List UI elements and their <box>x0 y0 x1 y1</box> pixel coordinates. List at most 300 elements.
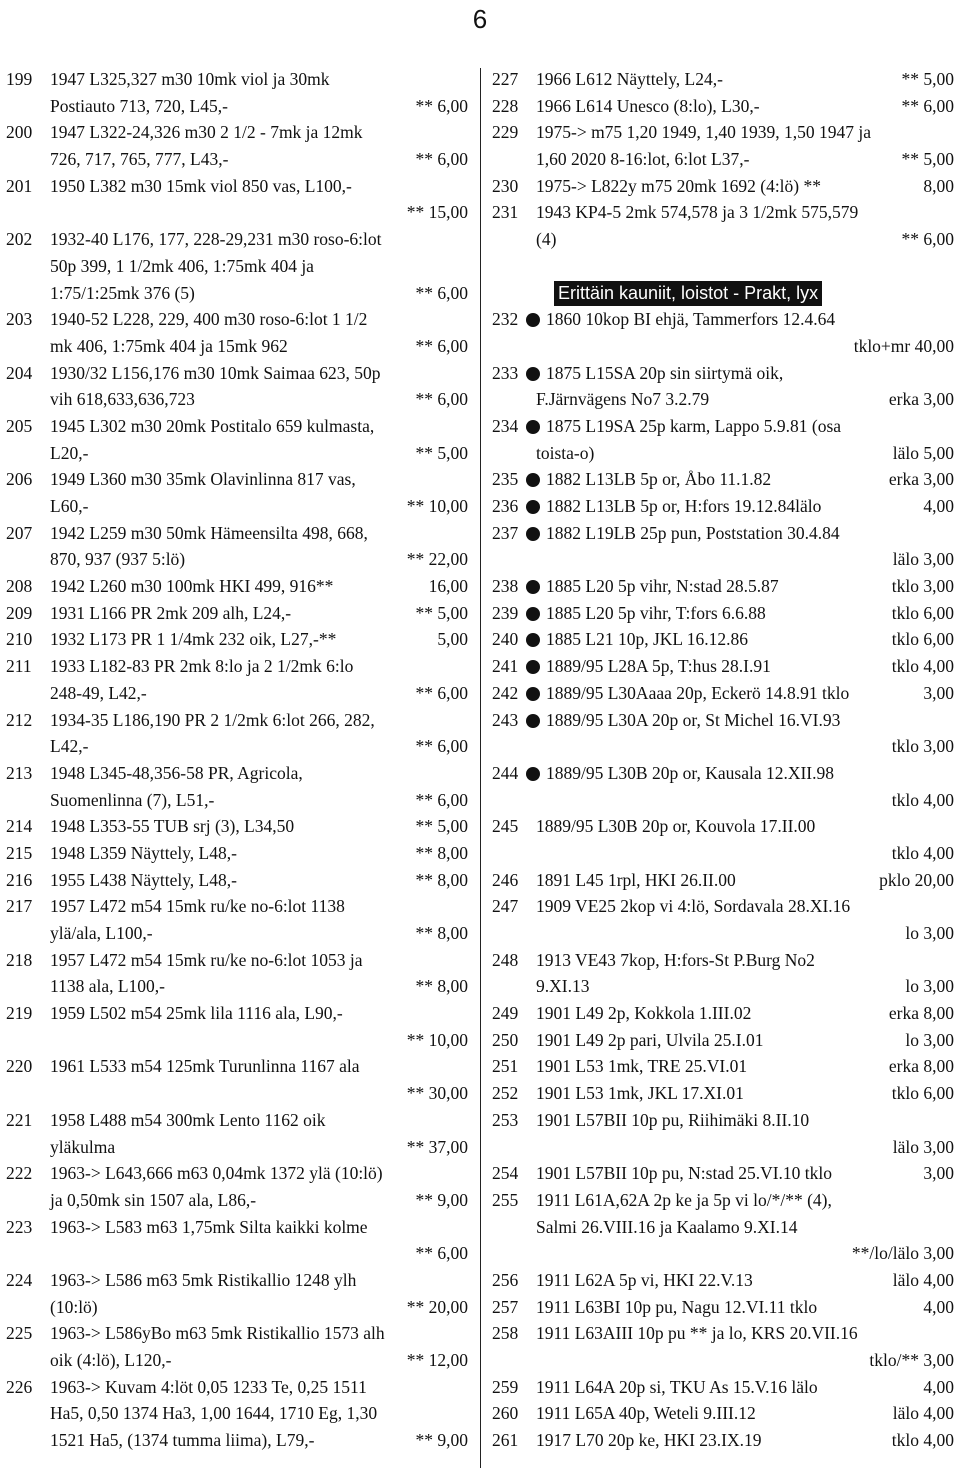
lot-price: ** 20,00 <box>406 1296 468 1317</box>
listing-line <box>492 787 954 814</box>
lot-price: **/lo/lälo 3,00 <box>851 1243 954 1264</box>
lot-description: 1959 L502 m54 25mk lila 1116 ala, L90,- <box>50 1003 343 1024</box>
lot-description: L20,- <box>50 442 89 463</box>
lot-number: 201 <box>6 175 33 196</box>
lot-price: ** 8,00 <box>415 976 468 997</box>
listing-line <box>6 787 468 814</box>
lot-description: 248-49, L42,- <box>50 682 147 703</box>
listing-line <box>492 1080 954 1107</box>
lot-description: 726, 717, 765, 777, L43,- <box>50 149 229 170</box>
bullet-dot-icon <box>526 367 540 381</box>
lot-description: F.Järnvägens No7 3.2.79 <box>536 389 710 410</box>
listing-line <box>6 947 468 974</box>
bullet-dot-icon <box>526 767 540 781</box>
listing-line <box>492 1427 954 1454</box>
lot-number: 227 <box>492 69 519 89</box>
lot-description: 1875 L15SA 20p sin siirtymä oik, <box>546 362 784 383</box>
lot-description: 1961 L533 m54 125mk Turunlinna 1167 ala <box>50 1056 360 1077</box>
listing-line <box>492 1027 954 1054</box>
lot-description: 1901 L53 1mk, JKL 17.XI.01 <box>536 1083 744 1104</box>
lot-description: 1975-> L822y m75 20mk 1692 (4:lö) ** <box>536 175 821 196</box>
listing-line <box>492 626 954 653</box>
lot-number: 210 <box>6 629 33 650</box>
listing-line <box>6 360 468 387</box>
listing-line <box>6 1214 468 1241</box>
lot-number: 204 <box>6 362 33 383</box>
lot-price: ** 6,00 <box>415 736 468 757</box>
lot-number: 211 <box>6 656 32 677</box>
lot-number: 233 <box>492 362 519 383</box>
lot-number: 256 <box>492 1269 519 1290</box>
listing-line <box>6 920 468 947</box>
blank-line <box>492 253 954 280</box>
bullet-dot-icon <box>526 633 540 647</box>
listing-line <box>6 493 468 520</box>
listing-line <box>6 707 468 734</box>
lot-number: 245 <box>492 816 519 837</box>
lot-price: 3,00 <box>923 682 954 703</box>
lot-price: tklo 4,00 <box>891 656 954 677</box>
lot-price: lälo 3,00 <box>892 549 954 570</box>
lot-number: 208 <box>6 576 33 597</box>
lot-number: 218 <box>6 949 33 970</box>
lot-price: pklo 20,00 <box>879 869 954 890</box>
lot-description: 1901 L57BII 10p pu, Riihimäki 8.II.10 <box>536 1109 810 1130</box>
lot-description: 870, 937 (937 5:lö) <box>50 549 186 570</box>
lot-price: 8,00 <box>923 175 954 196</box>
lot-description: 1948 L353-55 TUB srj (3), L34,50 <box>50 816 295 837</box>
lot-price: ** 6,00 <box>415 335 468 356</box>
listing-line <box>492 199 954 226</box>
lot-description: Ha5, 0,50 1374 Ha3, 1,00 1644, 1710 Eg, 1,30 <box>50 1403 378 1424</box>
lot-number: 260 <box>492 1403 519 1424</box>
listing-line <box>492 520 954 547</box>
listing-line <box>492 680 954 707</box>
lot-number: 251 <box>492 1056 519 1077</box>
lot-description: 1901 L53 1mk, TRE 25.VI.01 <box>536 1056 748 1077</box>
bullet-dot-icon <box>526 714 540 728</box>
lot-price: lälo 5,00 <box>892 442 954 463</box>
lot-description: 1885 L21 10p, JKL 16.12.86 <box>546 629 749 650</box>
lot-price: lo 3,00 <box>905 976 954 997</box>
lot-price: ** 6,00 <box>415 789 468 810</box>
listing-line <box>492 707 954 734</box>
lot-number: 261 <box>492 1430 519 1451</box>
lot-description: Postiauto 713, 720, L45,- <box>50 95 228 116</box>
lot-description: ylä/ala, L100,- <box>50 923 153 943</box>
lot-description: ja 0,50mk sin 1507 ala, L86,- <box>50 1189 257 1210</box>
lot-price: lälo 4,00 <box>892 1269 954 1290</box>
listing-line <box>6 306 468 333</box>
listing-line <box>492 119 954 146</box>
lot-number: 200 <box>6 122 33 143</box>
listing-line <box>6 680 468 707</box>
listing-line <box>492 360 954 387</box>
listing-line <box>6 1187 468 1214</box>
lot-price: ** 6,00 <box>415 95 468 116</box>
lot-number: 236 <box>492 496 519 516</box>
lot-description: 1930/32 L156,176 m30 10mk Saimaa 623, 50p <box>50 362 381 383</box>
right-listing-column <box>492 66 954 1454</box>
lot-number: 213 <box>6 762 33 783</box>
lot-description: 1963-> L586 m63 5mk Ristikallio 1248 ylh <box>50 1269 357 1290</box>
lot-number: 205 <box>6 415 33 436</box>
listing-line <box>6 199 468 226</box>
listing-line <box>492 573 954 600</box>
lot-number: 235 <box>492 469 519 490</box>
listing-line <box>492 333 954 360</box>
lot-price: ** 5,00 <box>901 149 954 170</box>
lot-number: 240 <box>492 629 519 650</box>
lot-description: 1948 L359 Näyttely, L48,- <box>50 842 237 863</box>
lot-price: 16,00 <box>428 576 468 597</box>
listing-line <box>492 973 954 1000</box>
lot-description: 1882 L13LB 5p or, Åbo 11.1.82 <box>546 469 772 490</box>
lot-description: (4) <box>536 229 557 250</box>
lot-description: 1:75/1:25mk 376 (5) <box>50 282 195 303</box>
listing-line <box>6 1053 468 1080</box>
listing-line <box>6 1240 468 1267</box>
listing-line <box>492 466 954 493</box>
lot-price: lo 3,00 <box>905 923 954 943</box>
listing-line <box>6 813 468 840</box>
lot-description: 1963-> L586yBo m63 5mk Ristikallio 1573 alh <box>50 1323 385 1344</box>
lot-number: 199 <box>6 69 33 89</box>
lot-price: ** 6,00 <box>415 1243 468 1264</box>
bullet-dot-icon <box>526 473 540 487</box>
lot-price: 4,00 <box>923 1296 954 1317</box>
lot-description: 1945 L302 m30 20mk Postitalo 659 kulmasta, <box>50 415 375 436</box>
listing-line <box>6 93 468 120</box>
listing-line <box>492 93 954 120</box>
lot-number: 217 <box>6 896 33 917</box>
listing-line <box>492 1267 954 1294</box>
listing-line <box>6 626 468 653</box>
lot-description: 1963-> Kuvam 4:löt 0,05 1233 Te, 0,25 1511 <box>50 1376 367 1397</box>
lot-description: 1911 L63AIII 10p pu ** ja lo, KRS 20.VII.16 <box>536 1323 858 1344</box>
listing-line <box>6 600 468 627</box>
listing-line <box>6 653 468 680</box>
lot-price: erka 3,00 <box>888 389 954 410</box>
lot-description: Salmi 26.VIII.16 ja Kaalamo 9.XI.14 <box>536 1216 798 1237</box>
listing-line <box>6 333 468 360</box>
listing-line <box>492 733 954 760</box>
listing-line <box>6 1160 468 1187</box>
lot-description: 1138 ala, L100,- <box>50 976 166 997</box>
lot-price: ** 8,00 <box>415 923 468 943</box>
lot-description: 1963-> L583 m63 1,75mk Silta kaikki kolme <box>50 1216 368 1237</box>
listing-line <box>492 1347 954 1374</box>
lot-number: 239 <box>492 602 519 623</box>
lot-description: 1966 L612 Näyttely, L24,- <box>536 69 723 89</box>
lot-price: ** 6,00 <box>415 682 468 703</box>
listing-line <box>6 440 468 467</box>
listing-line <box>492 1107 954 1134</box>
lot-price: tklo 3,00 <box>891 576 954 597</box>
listing-line <box>492 1000 954 1027</box>
listing-line <box>492 893 954 920</box>
listing-line <box>6 1080 468 1107</box>
listing-line <box>492 66 954 93</box>
lot-price: ** 8,00 <box>415 869 468 890</box>
lot-description: 1889/95 L30Aaaa 20p, Eckerö 14.8.91 tklo <box>546 682 850 703</box>
lot-number: 207 <box>6 522 33 543</box>
lot-description: 1889/95 L30B 20p or, Kouvola 17.II.00 <box>536 816 816 837</box>
lot-description: oik (4:lö), L120,- <box>50 1350 172 1370</box>
listing-line <box>6 1427 468 1454</box>
lot-number: 232 <box>492 309 519 330</box>
listing-line <box>6 146 468 173</box>
lot-description: 1882 L19LB 25p pun, Poststation 30.4.84 <box>546 522 840 543</box>
lot-price: ** 6,00 <box>415 149 468 170</box>
lot-number: 237 <box>492 522 519 543</box>
lot-number: 231 <box>492 202 519 223</box>
lot-price: ** 6,00 <box>901 229 954 250</box>
lot-number: 249 <box>492 1003 519 1024</box>
lot-number: 234 <box>492 415 519 436</box>
listing-line <box>492 1320 954 1347</box>
lot-price: erka 8,00 <box>888 1003 954 1024</box>
lot-number: 255 <box>492 1189 519 1210</box>
lot-number: 250 <box>492 1029 519 1050</box>
lot-description: 1909 VE25 2kop vi 4:lö, Sordavala 28.XI.16 <box>536 896 851 917</box>
lot-price: 5,00 <box>437 629 468 650</box>
lot-description: 1911 L65A 40p, Weteli 9.III.12 <box>536 1403 756 1424</box>
listing-line <box>6 1400 468 1427</box>
lot-description: 1901 L49 2p, Kokkola 1.III.02 <box>536 1003 752 1024</box>
lot-number: 248 <box>492 949 519 970</box>
listing-line <box>6 1134 468 1161</box>
bullet-dot-icon <box>526 580 540 594</box>
listing-line <box>6 173 468 200</box>
lot-number: 253 <box>492 1109 519 1130</box>
lot-number: 241 <box>492 656 519 677</box>
listing-line <box>492 226 954 253</box>
listing-line <box>492 1400 954 1427</box>
lot-description: L42,- <box>50 736 89 757</box>
lot-description: vih 618,633,636,723 <box>50 389 195 410</box>
listing-line <box>6 1320 468 1347</box>
lot-description: Suomenlinna (7), L51,- <box>50 789 215 810</box>
listing-line <box>6 1267 468 1294</box>
lot-description: 1966 L614 Unesco (8:lo), L30,- <box>536 95 760 116</box>
listing-line <box>6 1347 468 1374</box>
lot-description: 1885 L20 5p vihr, T:fors 6.6.88 <box>546 602 766 623</box>
listing-line <box>492 1187 954 1214</box>
listing-line <box>492 947 954 974</box>
listing-line <box>492 413 954 440</box>
listing-line <box>6 733 468 760</box>
listing-line <box>6 413 468 440</box>
lot-description: 1932 L173 PR 1 1/4mk 232 oik, L27,-** <box>50 629 337 650</box>
bullet-dot-icon <box>526 313 540 327</box>
lot-number: 259 <box>492 1376 519 1397</box>
lot-price: ** 5,00 <box>415 602 468 623</box>
lot-number: 244 <box>492 762 519 783</box>
lot-price: ** 6,00 <box>415 282 468 303</box>
lot-number: 214 <box>6 816 33 837</box>
lot-description: 1901 L57BII 10p pu, N:stad 25.VI.10 tklo <box>536 1163 833 1184</box>
lot-number: 221 <box>6 1109 33 1130</box>
listing-line <box>6 520 468 547</box>
listing-line <box>492 146 954 173</box>
listing-line <box>6 466 468 493</box>
lot-number: 247 <box>492 896 519 917</box>
lot-description: 1942 L259 m30 50mk Hämeensilta 498, 668, <box>50 522 368 543</box>
lot-price: tklo 3,00 <box>891 736 954 757</box>
lot-number: 224 <box>6 1269 33 1290</box>
section-banner <box>492 280 954 307</box>
listing-line <box>6 1107 468 1134</box>
lot-price: ** 10,00 <box>406 1029 468 1050</box>
lot-number: 238 <box>492 576 519 597</box>
listing-line <box>6 1027 468 1054</box>
lot-price: ** 6,00 <box>901 95 954 116</box>
lot-description: (10:lö) <box>50 1296 98 1317</box>
lot-number: 206 <box>6 469 33 490</box>
lot-description: 1943 KP4-5 2mk 574,578 ja 3 1/2mk 575,579 <box>536 202 859 223</box>
lot-price: lälo 4,00 <box>892 1403 954 1424</box>
lot-description: 1860 10kop BI ehjä, Tammerfors 12.4.64 <box>546 309 836 330</box>
lot-description: 1948 L345-48,356-58 PR, Agricola, <box>50 762 303 783</box>
lot-number: 257 <box>492 1296 519 1317</box>
lot-number: 216 <box>6 869 33 890</box>
lot-price: tklo 4,00 <box>891 842 954 863</box>
lot-price: ** 8,00 <box>415 842 468 863</box>
lot-description: 1911 L63BI 10p pu, Nagu 12.VI.11 tklo <box>536 1296 818 1317</box>
listing-line <box>492 760 954 787</box>
lot-description: 1975-> m75 1,20 1949, 1,40 1939, 1,50 1947 ja <box>536 122 872 143</box>
lot-number: 219 <box>6 1003 33 1024</box>
lot-number: 246 <box>492 869 519 890</box>
page-number: 6 <box>472 4 488 34</box>
lot-description: 1911 L64A 20p si, TKU As 15.V.16 lälo <box>536 1376 818 1397</box>
lot-number: 215 <box>6 842 33 863</box>
lot-description: 1942 L260 m30 100mk HKI 499, 916** <box>50 576 334 597</box>
lot-price: 4,00 <box>923 1376 954 1397</box>
bullet-dot-icon <box>526 607 540 621</box>
lot-description: 1889/95 L30A 20p or, St Michel 16.VI.93 <box>546 709 841 730</box>
lot-description: 1931 L166 PR 2mk 209 alh, L24,- <box>50 602 292 623</box>
lot-price: ** 22,00 <box>406 549 468 570</box>
bullet-dot-icon <box>526 527 540 541</box>
lot-description: 1521 Ha5, (1374 tumma liima), L79,- <box>50 1430 315 1451</box>
lot-price: ** 9,00 <box>415 1189 468 1210</box>
listing-line <box>6 573 468 600</box>
lot-number: 252 <box>492 1083 519 1104</box>
lot-price: tklo 4,00 <box>891 1430 954 1451</box>
lot-description: 1917 L70 20p ke, HKI 23.IX.19 <box>536 1430 762 1451</box>
listing-line <box>492 813 954 840</box>
listing-line <box>492 840 954 867</box>
bullet-dot-icon <box>526 660 540 674</box>
lot-number: 203 <box>6 309 33 330</box>
lot-number: 209 <box>6 602 33 623</box>
lot-number: 243 <box>492 709 519 730</box>
listing-line <box>492 867 954 894</box>
lot-description: 1957 L472 m54 15mk ru/ke no-6:lot 1053 ja <box>50 949 363 970</box>
lot-price: tklo 4,00 <box>891 789 954 810</box>
lot-description: 1933 L182-83 PR 2mk 8:lo ja 2 1/2mk 6:lo <box>50 656 354 677</box>
lot-price: ** 12,00 <box>406 1350 468 1370</box>
lot-price: ** 30,00 <box>406 1083 468 1104</box>
lot-description: 1950 L382 m30 15mk viol 850 vas, L100,- <box>50 175 352 196</box>
lot-price: ** 9,00 <box>415 1430 468 1451</box>
listing-line <box>6 760 468 787</box>
listing-line <box>492 386 954 413</box>
lot-description: 1875 L19SA 25p karm, Lappo 5.9.81 (osa <box>546 415 842 436</box>
listing-line <box>6 280 468 307</box>
listing-line <box>6 1294 468 1321</box>
lot-description: 1901 L49 2p pari, Ulvila 25.I.01 <box>536 1029 764 1050</box>
lot-number: 229 <box>492 122 519 143</box>
lot-price: ** 6,00 <box>415 389 468 410</box>
lot-description: 1940-52 L228, 229, 400 m30 roso-6:lot 1 1/2 <box>50 309 368 330</box>
lot-number: 258 <box>492 1323 519 1344</box>
lot-description: 1932-40 L176, 177, 228-29,231 m30 roso-6:lot <box>50 229 382 250</box>
lot-number: 223 <box>6 1216 33 1237</box>
lot-description: 1911 L62A 5p vi, HKI 22.V.13 <box>536 1269 753 1290</box>
listing-line <box>6 226 468 253</box>
listing-line <box>492 1240 954 1267</box>
lot-description: 1889/95 L28A 5p, T:hus 28.I.91 <box>546 656 771 677</box>
lot-price: tklo 6,00 <box>891 629 954 650</box>
column-divider <box>480 68 481 1468</box>
lot-description: 1,60 2020 8-16:lot, 6:lot L37,- <box>536 149 750 170</box>
bullet-dot-icon <box>526 420 540 434</box>
lot-description: toista-o) <box>536 442 595 463</box>
listing-line <box>6 119 468 146</box>
lot-price: 3,00 <box>923 1163 954 1184</box>
listing-line <box>492 173 954 200</box>
listing-line <box>6 840 468 867</box>
listing-line <box>492 306 954 333</box>
lot-price: ** 5,00 <box>415 442 468 463</box>
listing-line <box>6 546 468 573</box>
lot-price: ** 5,00 <box>415 816 468 837</box>
lot-price: ** 37,00 <box>406 1136 468 1157</box>
lot-description: 9.XI.13 <box>536 976 590 997</box>
lot-description: 1934-35 L186,190 PR 2 1/2mk 6:lot 266, 282, <box>50 709 375 730</box>
lot-description: 1891 L45 1rpl, HKI 26.II.00 <box>536 869 736 890</box>
lot-price: tklo 6,00 <box>891 1083 954 1104</box>
listing-line <box>492 1160 954 1187</box>
lot-description: yläkulma <box>50 1136 116 1157</box>
lot-number: 226 <box>6 1376 33 1397</box>
lot-price: tklo/** 3,00 <box>869 1350 954 1370</box>
lot-description: 1957 L472 m54 15mk ru/ke no-6:lot 1138 <box>50 896 345 917</box>
lot-description: 1911 L61A,62A 2p ke ja 5p vi lo/*/** (4), <box>536 1189 832 1210</box>
lot-number: 212 <box>6 709 33 730</box>
lot-number: 225 <box>6 1323 33 1344</box>
listing-line <box>492 1214 954 1241</box>
lot-description: 1913 VE43 7kop, H:fors-St P.Burg No2 <box>536 949 815 970</box>
listing-line <box>492 493 954 520</box>
lot-price: erka 8,00 <box>888 1056 954 1077</box>
lot-number: 222 <box>6 1163 33 1184</box>
bullet-dot-icon <box>526 500 540 514</box>
listing-line <box>6 66 468 93</box>
lot-price: tklo+mr 40,00 <box>853 335 954 356</box>
listing-line <box>492 1134 954 1161</box>
lot-number: 228 <box>492 95 519 116</box>
listing-line <box>492 1294 954 1321</box>
lot-number: 254 <box>492 1163 519 1184</box>
listing-line <box>6 867 468 894</box>
lot-price: lo 3,00 <box>905 1029 954 1050</box>
lot-description: 1958 L488 m54 300mk Lento 1162 oik <box>50 1109 326 1130</box>
lot-description: L60,- <box>50 496 89 516</box>
